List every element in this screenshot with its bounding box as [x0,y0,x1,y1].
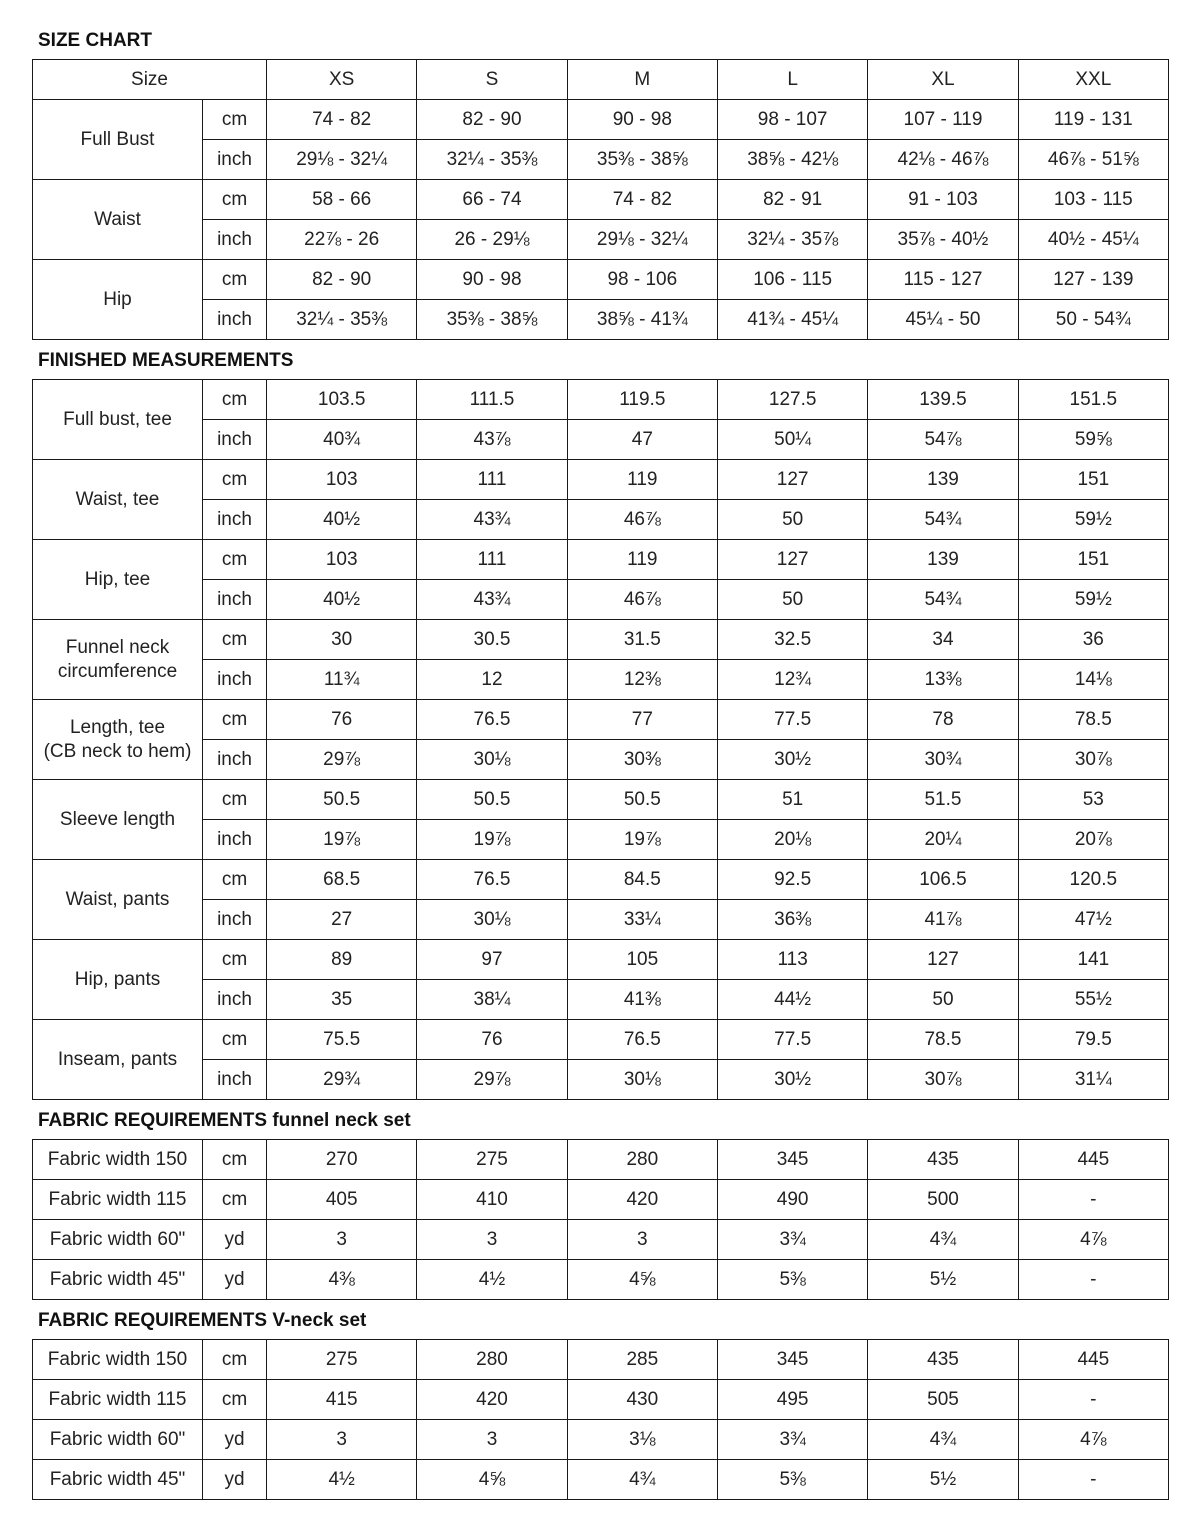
value-cell: 103 - 115 [1018,180,1168,220]
value-cell: 78.5 [868,1020,1018,1060]
value-cell: 345 [717,1340,867,1380]
value-cell: 43⅞ [417,420,567,460]
value-cell: 119.5 [567,380,717,420]
value-cell: 35⅜ - 38⅝ [417,300,567,340]
value-cell: 31¼ [1018,1060,1168,1100]
table-row [33,1460,1169,1500]
table-row [33,740,1169,780]
value-cell: 4⅝ [567,1260,717,1300]
unit-cell: cm [203,940,267,980]
value-cell: 54¾ [868,500,1018,540]
table-row [33,460,1169,500]
unit-cell: cm [203,1140,267,1180]
value-cell: 38⅝ - 41¾ [567,300,717,340]
unit-cell: inch [203,660,267,700]
measurement-label: Length, tee (CB neck to hem) [33,700,203,780]
unit-cell: inch [203,1060,267,1100]
value-cell: 34 [868,620,1018,660]
measurement-label: Full bust, tee [33,380,203,460]
value-cell: 30⅛ [417,900,567,940]
value-cell: 30⅞ [1018,740,1168,780]
measurement-label: Full Bust [33,100,203,180]
value-cell: 50 - 54¾ [1018,300,1168,340]
value-cell: 75.5 [267,1020,417,1060]
value-cell: 120.5 [1018,860,1168,900]
value-cell: 92.5 [717,860,867,900]
measurement-label: Funnel neck circumference [33,620,203,700]
value-cell: 20⅞ [1018,820,1168,860]
value-cell: 50¼ [717,420,867,460]
fabric-vneck-title: FABRIC REQUIREMENTS V-neck set [38,1310,367,1331]
value-cell: 40½ [267,580,417,620]
fabric-width-label: Fabric width 45" [33,1460,203,1500]
value-cell: 103 [267,460,417,500]
unit-cell: cm [203,1020,267,1060]
value-cell: 35⅜ - 38⅝ [567,140,717,180]
table-row [33,980,1169,1020]
value-cell: 40½ - 45¼ [1018,220,1168,260]
table-row [33,700,1169,740]
value-cell: 41¾ - 45¼ [717,300,867,340]
value-cell: 106 - 115 [717,260,867,300]
unit-cell: cm [203,1340,267,1380]
fabric-width-label: Fabric width 115 [33,1380,203,1420]
value-cell: 345 [717,1140,867,1180]
value-cell: 89 [267,940,417,980]
value-cell: 36⅜ [717,900,867,940]
value-cell: 445 [1018,1140,1168,1180]
unit-cell: cm [203,100,267,140]
value-cell: 4½ [267,1460,417,1500]
value-cell: 76.5 [417,860,567,900]
value-cell: 51 [717,780,867,820]
table-row [33,620,1169,660]
finished-measurements-title: FINISHED MEASUREMENTS [38,350,294,371]
value-cell: 5½ [868,1460,1018,1500]
value-cell: 29⅞ [417,1060,567,1100]
value-cell: 82 - 90 [417,100,567,140]
value-cell: 45¼ - 50 [868,300,1018,340]
value-cell: 41⅜ [567,980,717,1020]
value-cell: 79.5 [1018,1020,1168,1060]
value-cell: 36 [1018,620,1168,660]
value-cell: 47½ [1018,900,1168,940]
value-cell: 84.5 [567,860,717,900]
value-cell: 82 - 90 [267,260,417,300]
value-cell: 98 - 106 [567,260,717,300]
size-header-cell: S [417,60,567,100]
value-cell: 26 - 29⅛ [417,220,567,260]
value-cell: 127 - 139 [1018,260,1168,300]
value-cell: 14⅛ [1018,660,1168,700]
fabric-width-label: Fabric width 150 [33,1140,203,1180]
value-cell: 3⅛ [567,1420,717,1460]
table-row [33,1140,1169,1180]
value-cell: 151 [1018,540,1168,580]
value-cell: 97 [417,940,567,980]
value-cell: 40½ [267,500,417,540]
value-cell: 4⅞ [1018,1220,1168,1260]
value-cell: 106.5 [868,860,1018,900]
value-cell: 115 - 127 [868,260,1018,300]
unit-cell: cm [203,260,267,300]
table-row [33,180,1169,220]
table-row [33,420,1169,460]
size-header-row [33,60,1169,100]
value-cell: 43¾ [417,500,567,540]
value-cell: 445 [1018,1340,1168,1380]
value-cell: 3 [267,1220,417,1260]
table-row [33,1260,1169,1300]
value-cell: 33¼ [567,900,717,940]
value-cell: 19⅞ [567,820,717,860]
size-header-cell: XL [868,60,1018,100]
value-cell: 32¼ - 35⅞ [717,220,867,260]
value-cell: 4⅜ [267,1260,417,1300]
value-cell: 13⅜ [868,660,1018,700]
value-cell: 77.5 [717,1020,867,1060]
value-cell: 50 [868,980,1018,1020]
value-cell: 35 [267,980,417,1020]
unit-cell: cm [203,780,267,820]
value-cell: 90 - 98 [567,100,717,140]
finished-measurements-table [32,379,1169,1100]
value-cell: 127 [717,540,867,580]
value-cell: 54⅞ [868,420,1018,460]
table-row [33,1340,1169,1380]
value-cell: 415 [267,1380,417,1420]
unit-cell: yd [203,1260,267,1300]
value-cell: - [1018,1260,1168,1300]
value-cell: 105 [567,940,717,980]
value-cell: 435 [868,1340,1018,1380]
value-cell: 285 [567,1340,717,1380]
value-cell: 12¾ [717,660,867,700]
unit-cell: cm [203,460,267,500]
unit-cell: inch [203,820,267,860]
value-cell: 38⅝ - 42⅛ [717,140,867,180]
fabric-funnel-table [32,1139,1169,1300]
value-cell: 50 [717,500,867,540]
value-cell: 19⅞ [417,820,567,860]
value-cell: 50.5 [567,780,717,820]
value-cell: 505 [868,1380,1018,1420]
value-cell: 27 [267,900,417,940]
value-cell: 31.5 [567,620,717,660]
value-cell: 5⅜ [717,1460,867,1500]
size-chart-title: SIZE CHART [38,30,152,51]
value-cell: 76.5 [567,1020,717,1060]
value-cell: 3¾ [717,1420,867,1460]
table-row [33,860,1169,900]
value-cell: 30⅞ [868,1060,1018,1100]
value-cell: 30⅛ [567,1060,717,1100]
value-cell: 29⅛ - 32¼ [567,220,717,260]
value-cell: 20¼ [868,820,1018,860]
value-cell: 3¾ [717,1220,867,1260]
value-cell: 141 [1018,940,1168,980]
value-cell: 29⅞ [267,740,417,780]
value-cell: 76.5 [417,700,567,740]
size-header-label: Size [33,60,267,100]
value-cell: 107 - 119 [868,100,1018,140]
unit-cell: cm [203,380,267,420]
value-cell: - [1018,1460,1168,1500]
value-cell: 4¾ [567,1460,717,1500]
value-cell: 50 [717,580,867,620]
table-row [33,580,1169,620]
value-cell: 50.5 [417,780,567,820]
value-cell: 51.5 [868,780,1018,820]
unit-cell: yd [203,1420,267,1460]
measurement-label: Waist [33,180,203,260]
measurement-label: Sleeve length [33,780,203,860]
value-cell: 127 [717,460,867,500]
table-row [33,140,1169,180]
measurement-label: Inseam, pants [33,1020,203,1100]
value-cell: 30½ [717,1060,867,1100]
table-row [33,220,1169,260]
value-cell: 32¼ - 35⅜ [417,140,567,180]
value-cell: 139.5 [868,380,1018,420]
size-header-cell: M [567,60,717,100]
table-row [33,500,1169,540]
value-cell: 41⅞ [868,900,1018,940]
value-cell: 19⅞ [267,820,417,860]
value-cell: 113 [717,940,867,980]
value-cell: 3 [567,1220,717,1260]
value-cell: 3 [417,1220,567,1260]
value-cell: 127.5 [717,380,867,420]
unit-cell: inch [203,580,267,620]
value-cell: 4⅞ [1018,1420,1168,1460]
table-row [33,940,1169,980]
value-cell: 55½ [1018,980,1168,1020]
table-row [33,1420,1169,1460]
value-cell: 77 [567,700,717,740]
value-cell: 127 [868,940,1018,980]
value-cell: 66 - 74 [417,180,567,220]
value-cell: 119 - 131 [1018,100,1168,140]
value-cell: 91 - 103 [868,180,1018,220]
table-row [33,260,1169,300]
value-cell: 44½ [717,980,867,1020]
value-cell: 151.5 [1018,380,1168,420]
unit-cell: cm [203,860,267,900]
unit-cell: inch [203,900,267,940]
table-row [33,1020,1169,1060]
value-cell: 30½ [717,740,867,780]
unit-cell: inch [203,300,267,340]
value-cell: 139 [868,460,1018,500]
value-cell: 3 [417,1420,567,1460]
value-cell: 280 [417,1340,567,1380]
value-cell: 78.5 [1018,700,1168,740]
value-cell: 98 - 107 [717,100,867,140]
value-cell: 40¾ [267,420,417,460]
fabric-width-label: Fabric width 150 [33,1340,203,1380]
value-cell: 111 [417,540,567,580]
unit-cell: cm [203,540,267,580]
unit-cell: inch [203,220,267,260]
value-cell: 4⅝ [417,1460,567,1500]
value-cell: 405 [267,1180,417,1220]
value-cell: 46⅞ [567,580,717,620]
value-cell: 58 - 66 [267,180,417,220]
value-cell: 76 [267,700,417,740]
size-header-cell: XXL [1018,60,1168,100]
unit-cell: inch [203,980,267,1020]
value-cell: 35⅞ - 40½ [868,220,1018,260]
value-cell: 495 [717,1380,867,1420]
unit-cell: inch [203,140,267,180]
table-row [33,1060,1169,1100]
value-cell: 275 [267,1340,417,1380]
value-cell: 420 [567,1180,717,1220]
value-cell: 47 [567,420,717,460]
unit-cell: yd [203,1220,267,1260]
value-cell: 119 [567,540,717,580]
measurement-label: Hip [33,260,203,340]
value-cell: 119 [567,460,717,500]
fabric-width-label: Fabric width 60" [33,1220,203,1260]
unit-cell: cm [203,620,267,660]
unit-cell: cm [203,1380,267,1420]
value-cell: 275 [417,1140,567,1180]
value-cell: 410 [417,1180,567,1220]
value-cell: 111.5 [417,380,567,420]
value-cell: 50.5 [267,780,417,820]
measurement-label: Hip, pants [33,940,203,1020]
value-cell: 5⅜ [717,1260,867,1300]
value-cell: 74 - 82 [267,100,417,140]
value-cell: 111 [417,460,567,500]
value-cell: 30¾ [868,740,1018,780]
value-cell: 42⅛ - 46⅞ [868,140,1018,180]
value-cell: 103 [267,540,417,580]
value-cell: 29¾ [267,1060,417,1100]
size-header-cell: L [717,60,867,100]
value-cell: 500 [868,1180,1018,1220]
value-cell: 280 [567,1140,717,1180]
table-row [33,900,1169,940]
value-cell: 30.5 [417,620,567,660]
unit-cell: inch [203,420,267,460]
value-cell: - [1018,1380,1168,1420]
unit-cell: cm [203,180,267,220]
value-cell: 53 [1018,780,1168,820]
value-cell: 59⅝ [1018,420,1168,460]
value-cell: 74 - 82 [567,180,717,220]
value-cell: 30 [267,620,417,660]
value-cell: 30⅜ [567,740,717,780]
value-cell: 29⅛ - 32¼ [267,140,417,180]
value-cell: 46⅞ [567,500,717,540]
value-cell: 77.5 [717,700,867,740]
value-cell: 22⅞ - 26 [267,220,417,260]
value-cell: 20⅛ [717,820,867,860]
fabric-funnel-title: FABRIC REQUIREMENTS funnel neck set [38,1110,411,1131]
fabric-vneck-table [32,1339,1169,1500]
table-row [33,100,1169,140]
value-cell: 3 [267,1420,417,1460]
value-cell: 32¼ - 35⅜ [267,300,417,340]
size-header-cell: XS [267,60,417,100]
value-cell: 54¾ [868,580,1018,620]
value-cell: 38¼ [417,980,567,1020]
table-row [33,1380,1169,1420]
value-cell: 4½ [417,1260,567,1300]
value-cell: 435 [868,1140,1018,1180]
size-chart-table [32,59,1169,340]
value-cell: 68.5 [267,860,417,900]
value-cell: 430 [567,1380,717,1420]
value-cell: 420 [417,1380,567,1420]
table-row [33,380,1169,420]
table-row [33,1180,1169,1220]
value-cell: 139 [868,540,1018,580]
value-cell: 12⅜ [567,660,717,700]
fabric-width-label: Fabric width 45" [33,1260,203,1300]
measurement-label: Hip, tee [33,540,203,620]
value-cell: 43¾ [417,580,567,620]
value-cell: 30⅛ [417,740,567,780]
fabric-width-label: Fabric width 60" [33,1420,203,1460]
table-row [33,820,1169,860]
table-row [33,660,1169,700]
value-cell: 78 [868,700,1018,740]
value-cell: 59½ [1018,500,1168,540]
value-cell: 12 [417,660,567,700]
unit-cell: yd [203,1460,267,1500]
value-cell: 32.5 [717,620,867,660]
value-cell: 270 [267,1140,417,1180]
value-cell: 76 [417,1020,567,1060]
unit-cell: cm [203,1180,267,1220]
value-cell: 11¾ [267,660,417,700]
measurement-label: Waist, tee [33,460,203,540]
table-row [33,780,1169,820]
value-cell: 90 - 98 [417,260,567,300]
measurement-label: Waist, pants [33,860,203,940]
value-cell: 46⅞ - 51⅝ [1018,140,1168,180]
table-row [33,1220,1169,1260]
value-cell: 103.5 [267,380,417,420]
value-cell: - [1018,1180,1168,1220]
fabric-width-label: Fabric width 115 [33,1180,203,1220]
table-row [33,540,1169,580]
unit-cell: inch [203,740,267,780]
value-cell: 490 [717,1180,867,1220]
value-cell: 5½ [868,1260,1018,1300]
unit-cell: cm [203,700,267,740]
table-row [33,300,1169,340]
value-cell: 4¾ [868,1220,1018,1260]
value-cell: 82 - 91 [717,180,867,220]
unit-cell: inch [203,500,267,540]
value-cell: 59½ [1018,580,1168,620]
value-cell: 4¾ [868,1420,1018,1460]
value-cell: 151 [1018,460,1168,500]
